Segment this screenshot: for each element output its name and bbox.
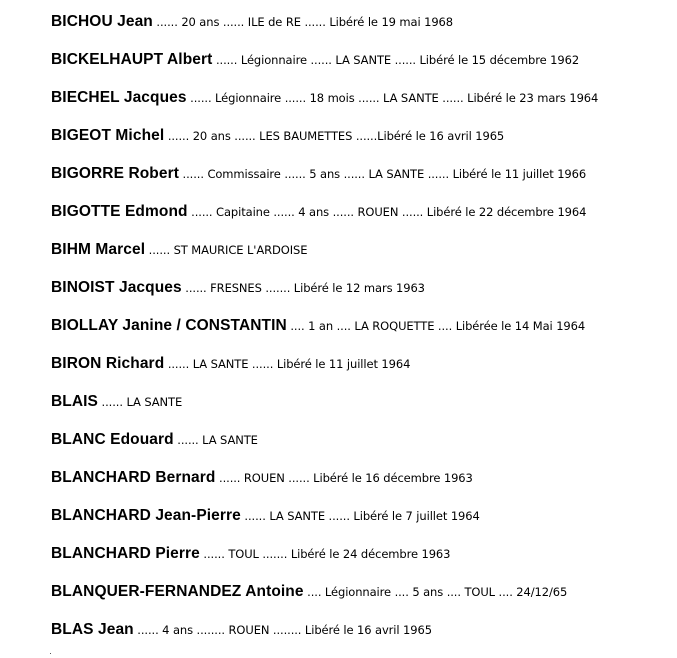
entry-name: BIECHEL Jacques [51,89,187,106]
list-item [51,430,598,468]
entry-name: BLANCHARD Jean-Pierre [51,507,241,524]
list-item [51,88,598,126]
list-item [51,620,598,658]
entry-details: ...... ROUEN ...... Libéré le 16 décembre 1963 [215,471,473,485]
entry-name: BLANQUER-FERNANDEZ Antoine [51,583,304,600]
entry-name: BIHM Marcel [51,241,146,258]
entry-details: ...... FRESNES ....... Libéré le 12 mars 1963 [181,281,425,295]
list-item [51,126,598,164]
entry-name: BLANC Edouard [51,431,174,448]
entry-details: ...... ST MAURICE L'ARDOISE [145,243,308,257]
list-item [51,316,598,354]
entry-details: .... Légionnaire .... 5 ans .... TOUL .... 24/12/65 [303,585,568,599]
list-item [51,544,598,582]
entry-name: BICHOU Jean [51,13,153,30]
entry-details: ...... TOUL ....... Libéré le 24 décembre 1963 [199,547,451,561]
list-item [51,164,598,202]
entry-name: BICKELHAUPT Albert [51,51,213,68]
list-item [51,278,598,316]
entry-details: ...... LA SANTE [173,433,258,447]
entry-name: BLANCHARD Pierre [51,545,200,562]
list-item [51,392,598,430]
list-item [51,12,598,50]
entry-name: BINOIST Jacques [51,279,182,296]
entry-details: ...... Commissaire ...... 5 ans ...... LA SANTE ...... Libéré le 11 juillet 1966 [179,167,587,181]
entry-details: ...... LA SANTE ...... Libéré le 7 juillet 1964 [240,509,480,523]
prisoner-list [51,12,598,658]
entry-details: .... 1 an .... LA ROQUETTE .... Libérée le 14 Mai 1964 [286,319,586,333]
entry-details: ...... 4 ans ........ ROUEN ........ Libéré le 16 avril 1965 [133,623,432,637]
entry-details: ...... Légionnaire ...... LA SANTE ...... Libéré le 15 décembre 1962 [212,53,580,67]
stray-mark [50,653,51,654]
entry-details: ...... Légionnaire ...... 18 mois ...... LA SANTE ...... Libéré le 23 mars 1964 [186,91,599,105]
entry-name: BIOLLAY Janine / CONSTANTIN [51,317,287,334]
list-item [51,50,598,88]
entry-name: BIGOTTE Edmond [51,203,188,220]
list-item [51,202,598,240]
entry-name: BIGEOT Michel [51,127,165,144]
entry-name: BLAIS [51,393,98,410]
list-item [51,240,598,278]
entry-details: ...... LA SANTE ...... Libéré le 11 juillet 1964 [164,357,411,371]
entry-name: BLAS Jean [51,621,134,638]
entry-details: ...... 20 ans ...... ILE de RE ...... Libéré le 19 mai 1968 [152,15,453,29]
entry-name: BIGORRE Robert [51,165,179,182]
list-item [51,468,598,506]
entry-details: ...... LA SANTE [98,395,183,409]
list-item [51,582,598,620]
entry-name: BLANCHARD Bernard [51,469,216,486]
list-item [51,506,598,544]
list-item [51,354,598,392]
entry-details: ...... 20 ans ...... LES BAUMETTES ......Libéré le 16 avril 1965 [164,129,505,143]
entry-name: BIRON Richard [51,355,165,372]
entry-details: ...... Capitaine ...... 4 ans ...... ROUEN ...... Libéré le 22 décembre 1964 [187,205,587,219]
